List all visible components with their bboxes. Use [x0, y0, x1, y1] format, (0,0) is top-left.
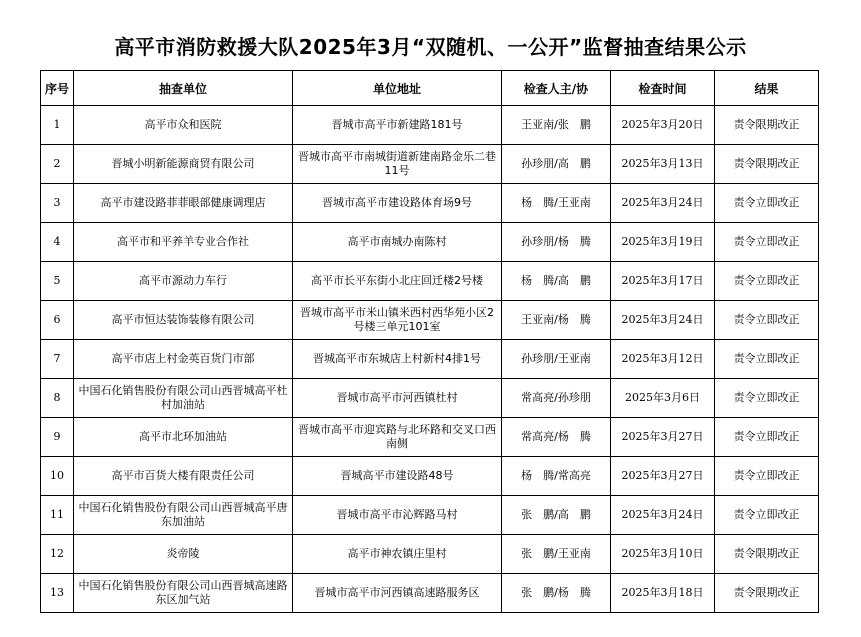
row-result: 责令立即改正 — [715, 262, 819, 301]
table-row — [41, 223, 819, 262]
row-date: 2025年3月19日 — [611, 223, 715, 262]
row-inspectors: 孙珍朋/王亚南 — [502, 340, 611, 379]
row-result: 责令立即改正 — [715, 496, 819, 535]
row-serial: 8 — [41, 379, 74, 418]
row-date: 2025年3月27日 — [611, 457, 715, 496]
row-address: 晋城高平市东城店上村新村4排1号 — [293, 340, 502, 379]
row-inspectors: 王亚南/张 鹏 — [502, 106, 611, 145]
row-date: 2025年3月12日 — [611, 340, 715, 379]
row-address: 晋城市高平市沁辉路马村 — [293, 496, 502, 535]
row-result: 责令立即改正 — [715, 418, 819, 457]
row-result: 责令限期改正 — [715, 574, 819, 613]
table-header-row — [41, 71, 819, 106]
row-result: 责令限期改正 — [715, 535, 819, 574]
row-date: 2025年3月24日 — [611, 184, 715, 223]
row-result: 责令限期改正 — [715, 145, 819, 184]
row-inspectors: 孙珍朋/高 鹏 — [502, 145, 611, 184]
row-inspectors: 杨 腾/王亚南 — [502, 184, 611, 223]
row-serial: 11 — [41, 496, 74, 535]
header-serial: 序号 — [41, 71, 74, 106]
table-row — [41, 457, 819, 496]
row-address: 晋城市高平市河西镇杜村 — [293, 379, 502, 418]
header-inspectors: 检查人主/协 — [502, 71, 611, 106]
inspection-results-table — [40, 70, 819, 613]
row-inspectors: 常高亮/孙珍朋 — [502, 379, 611, 418]
row-address: 高平市南城办南陈村 — [293, 223, 502, 262]
row-unit: 高平市众和医院 — [74, 106, 293, 145]
table-row — [41, 262, 819, 301]
row-address: 晋城高平市建设路48号 — [293, 457, 502, 496]
row-address: 高平市神农镇庄里村 — [293, 535, 502, 574]
table-row — [41, 535, 819, 574]
row-serial: 10 — [41, 457, 74, 496]
row-address: 晋城市高平市米山镇米西村西华苑小区2号楼三单元101室 — [293, 301, 502, 340]
row-date: 2025年3月13日 — [611, 145, 715, 184]
row-date: 2025年3月24日 — [611, 496, 715, 535]
row-result: 责令立即改正 — [715, 340, 819, 379]
row-result: 责令立即改正 — [715, 379, 819, 418]
header-unit: 抽查单位 — [74, 71, 293, 106]
row-inspectors: 张 鹏/高 鹏 — [502, 496, 611, 535]
row-address: 晋城市高平市南城街道新建南路金乐二巷11号 — [293, 145, 502, 184]
table-row — [41, 301, 819, 340]
row-unit: 高平市北环加油站 — [74, 418, 293, 457]
row-inspectors: 杨 腾/常高亮 — [502, 457, 611, 496]
row-date: 2025年3月24日 — [611, 301, 715, 340]
table-row — [41, 496, 819, 535]
row-unit: 高平市建设路菲菲眼部健康调理店 — [74, 184, 293, 223]
row-serial: 5 — [41, 262, 74, 301]
row-unit: 中国石化销售股份有限公司山西晋城高速路东区加气站 — [74, 574, 293, 613]
row-unit: 高平市恒达装饰装修有限公司 — [74, 301, 293, 340]
header-date: 检查时间 — [611, 71, 715, 106]
header-result: 结果 — [715, 71, 819, 106]
table-row — [41, 379, 819, 418]
row-serial: 1 — [41, 106, 74, 145]
header-address: 单位地址 — [293, 71, 502, 106]
page-title: 高平市消防救援大队2025年3月“双随机、一公开”监督抽查结果公示 — [114, 35, 747, 59]
row-inspectors: 张 鹏/杨 腾 — [502, 574, 611, 613]
row-unit: 高平市和平养羊专业合作社 — [74, 223, 293, 262]
row-address: 晋城市高平市河西镇高速路服务区 — [293, 574, 502, 613]
table-row — [41, 418, 819, 457]
table-row — [41, 184, 819, 223]
row-result: 责令立即改正 — [715, 457, 819, 496]
table-row — [41, 574, 819, 613]
table-row — [41, 340, 819, 379]
row-serial: 12 — [41, 535, 74, 574]
row-result: 责令立即改正 — [715, 184, 819, 223]
row-date: 2025年3月20日 — [611, 106, 715, 145]
row-serial: 9 — [41, 418, 74, 457]
row-unit: 中国石化销售股份有限公司山西晋城高平杜村加油站 — [74, 379, 293, 418]
row-date: 2025年3月6日 — [611, 379, 715, 418]
row-address: 晋城市高平市新建路181号 — [293, 106, 502, 145]
row-inspectors: 杨 腾/高 鹏 — [502, 262, 611, 301]
row-inspectors: 王亚南/杨 腾 — [502, 301, 611, 340]
row-serial: 4 — [41, 223, 74, 262]
row-result: 责令限期改正 — [715, 106, 819, 145]
row-result: 责令立即改正 — [715, 301, 819, 340]
row-date: 2025年3月18日 — [611, 574, 715, 613]
row-address: 晋城市高平市建设路体育场9号 — [293, 184, 502, 223]
row-serial: 13 — [41, 574, 74, 613]
table-row — [41, 145, 819, 184]
row-address: 晋城市高平市迎宾路与北环路和交叉口西南侧 — [293, 418, 502, 457]
row-unit: 高平市百货大楼有限责任公司 — [74, 457, 293, 496]
table-row — [41, 106, 819, 145]
row-serial: 3 — [41, 184, 74, 223]
row-serial: 2 — [41, 145, 74, 184]
row-inspectors: 张 鹏/王亚南 — [502, 535, 611, 574]
row-date: 2025年3月17日 — [611, 262, 715, 301]
row-serial: 7 — [41, 340, 74, 379]
row-address: 高平市长平东街小北庄回迁楼2号楼 — [293, 262, 502, 301]
row-inspectors: 孙珍朋/杨 腾 — [502, 223, 611, 262]
row-unit: 晋城小明新能源商贸有限公司 — [74, 145, 293, 184]
row-unit: 炎帝陵 — [74, 535, 293, 574]
row-unit: 高平市店上村金英百货门市部 — [74, 340, 293, 379]
row-result: 责令立即改正 — [715, 223, 819, 262]
row-inspectors: 常高亮/杨 腾 — [502, 418, 611, 457]
row-serial: 6 — [41, 301, 74, 340]
row-date: 2025年3月10日 — [611, 535, 715, 574]
row-date: 2025年3月27日 — [611, 418, 715, 457]
row-unit: 高平市源动力车行 — [74, 262, 293, 301]
row-unit: 中国石化销售股份有限公司山西晋城高平唐东加油站 — [74, 496, 293, 535]
